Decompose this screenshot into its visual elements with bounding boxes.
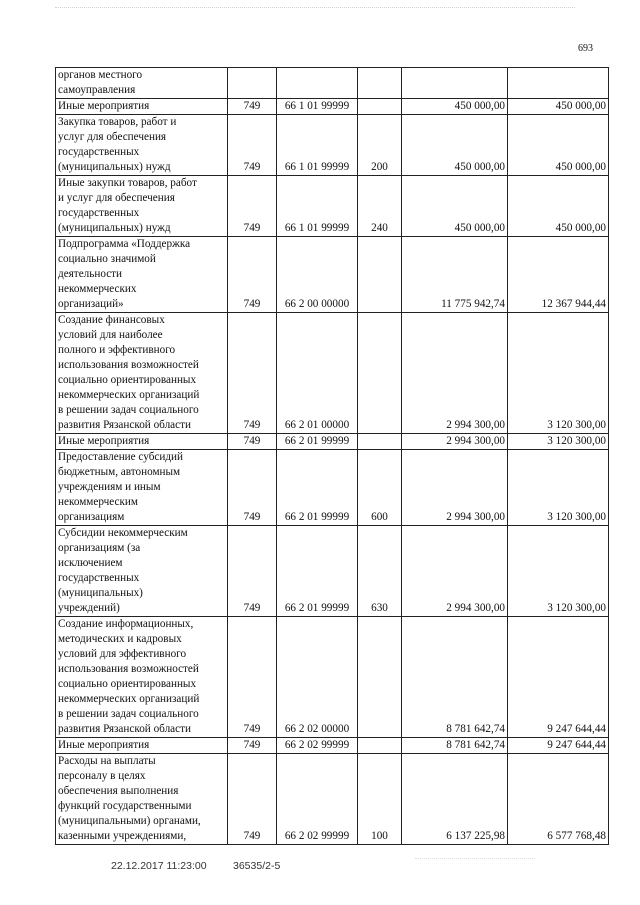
row-sum-2018-cell: 2 994 300,00: [402, 313, 508, 434]
row-sum-2018-cell: 2 994 300,00: [402, 450, 508, 526]
row-expense-type-cell: 200: [358, 115, 402, 176]
row-sum-2019-cell: [508, 68, 609, 99]
row-sum-2019-cell: 450 000,00: [508, 115, 609, 176]
row-name-cell: органов местного самоуправления: [56, 68, 228, 99]
row-sum-2018-cell: 450 000,00: [402, 115, 508, 176]
row-name-cell: Иные мероприятия: [56, 434, 228, 450]
table-row: [56, 617, 609, 738]
footer-datetime: 22.12.2017 11:23:00: [111, 860, 207, 872]
row-grbs-cell: 749: [228, 526, 277, 617]
table-row: [56, 738, 609, 754]
row-name-cell: Иные закупки товаров, работ и услуг для обеспечения государственных (муниципальных) нужд: [56, 176, 228, 237]
budget-table-body: [56, 68, 609, 845]
row-expense-type-cell: [358, 313, 402, 434]
row-target-article-cell: 66 2 02 00000: [277, 617, 358, 738]
row-grbs-cell: 749: [228, 754, 277, 845]
row-grbs-cell: [228, 68, 277, 99]
row-expense-type-cell: [358, 738, 402, 754]
row-grbs-cell: 749: [228, 434, 277, 450]
row-expense-type-cell: 600: [358, 450, 402, 526]
scan-artifact: [55, 7, 575, 9]
row-grbs-cell: 749: [228, 313, 277, 434]
table-row: [56, 450, 609, 526]
row-grbs-cell: 749: [228, 115, 277, 176]
page-number: 693: [578, 43, 593, 54]
row-sum-2018-cell: 450 000,00: [402, 99, 508, 115]
row-sum-2019-cell: 3 120 300,00: [508, 450, 609, 526]
scan-artifact: [415, 858, 535, 873]
budget-table: [55, 67, 609, 845]
row-target-article-cell: 66 2 02 99999: [277, 738, 358, 754]
row-name-cell: Создание финансовых условий для наиболее полного и эффективного использования возможностей социально ориентированных некоммерческих организаций в решении задач социального развития Рязанской области: [56, 313, 228, 434]
row-target-article-cell: 66 1 01 99999: [277, 115, 358, 176]
table-row: [56, 237, 609, 313]
row-target-article-cell: 66 1 01 99999: [277, 176, 358, 237]
row-target-article-cell: 66 2 01 99999: [277, 450, 358, 526]
footer-doc-code: 36535/2-5: [233, 860, 281, 872]
row-target-article-cell: 66 1 01 99999: [277, 99, 358, 115]
row-sum-2019-cell: 3 120 300,00: [508, 526, 609, 617]
row-sum-2019-cell: 450 000,00: [508, 99, 609, 115]
row-sum-2018-cell: 2 994 300,00: [402, 526, 508, 617]
table-row: [56, 176, 609, 237]
table-row: [56, 313, 609, 434]
table-row: [56, 434, 609, 450]
row-target-article-cell: 66 2 00 00000: [277, 237, 358, 313]
row-expense-type-cell: [358, 237, 402, 313]
row-target-article-cell: 66 2 01 00000: [277, 313, 358, 434]
row-grbs-cell: 749: [228, 450, 277, 526]
row-expense-type-cell: 630: [358, 526, 402, 617]
row-sum-2018-cell: 8 781 642,74: [402, 738, 508, 754]
row-target-article-cell: 66 2 01 99999: [277, 526, 358, 617]
row-sum-2018-cell: 6 137 225,98: [402, 754, 508, 845]
row-expense-type-cell: 240: [358, 176, 402, 237]
row-name-cell: Подпрограмма «Поддержка социально значимой деятельности некоммерческих организаций»: [56, 237, 228, 313]
row-sum-2019-cell: 6 577 768,48: [508, 754, 609, 845]
row-target-article-cell: 66 2 02 99999: [277, 754, 358, 845]
row-name-cell: Субсидии некоммерческим организациям (за исключением государственных (муниципальных) учреждений): [56, 526, 228, 617]
table-row: [56, 526, 609, 617]
row-expense-type-cell: 100: [358, 754, 402, 845]
row-sum-2018-cell: 8 781 642,74: [402, 617, 508, 738]
table-row: [56, 115, 609, 176]
row-sum-2019-cell: 3 120 300,00: [508, 434, 609, 450]
row-grbs-cell: 749: [228, 176, 277, 237]
row-sum-2019-cell: 3 120 300,00: [508, 313, 609, 434]
row-sum-2018-cell: 2 994 300,00: [402, 434, 508, 450]
row-grbs-cell: 749: [228, 237, 277, 313]
row-expense-type-cell: [358, 68, 402, 99]
row-expense-type-cell: [358, 99, 402, 115]
row-target-article-cell: [277, 68, 358, 99]
row-name-cell: Иные мероприятия: [56, 99, 228, 115]
row-sum-2019-cell: 450 000,00: [508, 176, 609, 237]
table-row: [56, 68, 609, 99]
row-target-article-cell: 66 2 01 99999: [277, 434, 358, 450]
row-grbs-cell: 749: [228, 99, 277, 115]
row-sum-2018-cell: 11 775 942,74: [402, 237, 508, 313]
row-name-cell: Расходы на выплаты персоналу в целях обеспечения выполнения функций государственными (муниципальными) органами, казенными учреждениями,: [56, 754, 228, 845]
row-sum-2019-cell: 9 247 644,44: [508, 738, 609, 754]
row-name-cell: Закупка товаров, работ и услуг для обеспечения государственных (муниципальных) нужд: [56, 115, 228, 176]
row-name-cell: Иные мероприятия: [56, 738, 228, 754]
table-row: [56, 754, 609, 845]
row-name-cell: Создание информационных, методических и кадровых условий для эффективного использования возможностей социально ориентированных некоммерческих организаций в решении задач социального развития Рязанской области: [56, 617, 228, 738]
row-expense-type-cell: [358, 617, 402, 738]
row-name-cell: Предоставление субсидий бюджетным, автономным учреждениям и иным некоммерческим организациям: [56, 450, 228, 526]
row-sum-2019-cell: 9 247 644,44: [508, 617, 609, 738]
row-grbs-cell: 749: [228, 617, 277, 738]
row-grbs-cell: 749: [228, 738, 277, 754]
row-sum-2018-cell: [402, 68, 508, 99]
table-row: [56, 99, 609, 115]
row-sum-2018-cell: 450 000,00: [402, 176, 508, 237]
row-expense-type-cell: [358, 434, 402, 450]
row-sum-2019-cell: 12 367 944,44: [508, 237, 609, 313]
